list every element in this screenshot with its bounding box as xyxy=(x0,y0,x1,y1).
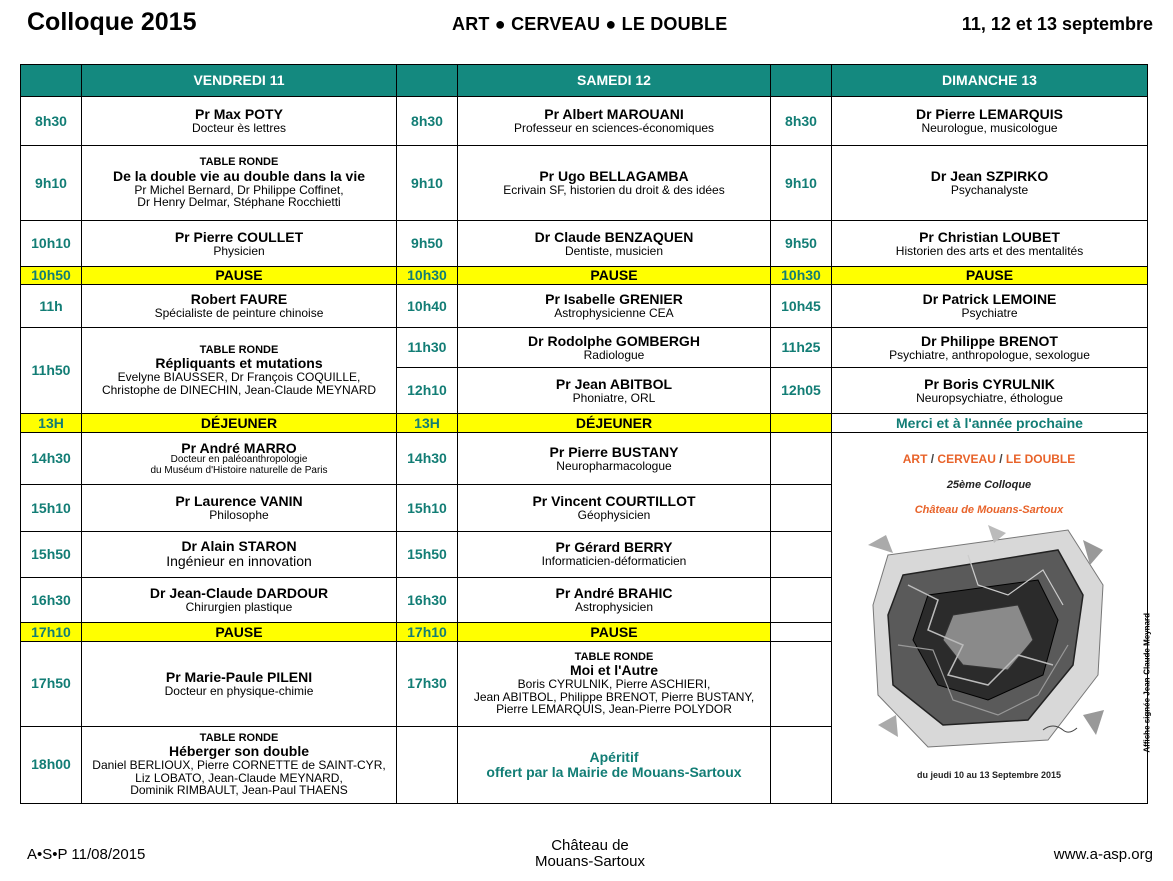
roundtable-participants: Pr Michel Bernard, Dr Philippe Coffinet, xyxy=(134,182,344,197)
poster-title-sep: / xyxy=(995,452,1006,466)
roundtable-cell xyxy=(82,328,397,414)
speaker-name: Pr André BRAHIC xyxy=(555,585,673,602)
session-cell xyxy=(458,485,771,531)
time-cell: 10h40 xyxy=(397,285,458,328)
session-cell xyxy=(82,485,397,531)
time-cell: 9h10 xyxy=(397,146,458,221)
time-cell: 9h50 xyxy=(397,221,458,267)
speaker-name: Pr Christian LOUBET xyxy=(919,228,1060,245)
roundtable-participants: Boris CYRULNIK, Pierre ASCHIERI, xyxy=(517,677,711,692)
empty-cell xyxy=(771,622,832,641)
time-cell: 17h10 xyxy=(21,622,82,641)
speaker-role: Astrophysicien xyxy=(574,599,654,614)
aperitif-title: Apéritif xyxy=(589,749,639,766)
speaker-name: Dr Jean SZPIRKO xyxy=(930,168,1049,185)
time-cell: 13H xyxy=(397,414,458,433)
speaker-role: Docteur en physique-chimie xyxy=(164,683,314,698)
speaker-name: Pr Pierre COULLET xyxy=(174,228,304,245)
day-header-friday: VENDREDI 11 xyxy=(82,65,397,97)
poster-artwork xyxy=(868,525,1108,755)
speaker-role: du Muséum d'Histoire naturelle de Paris xyxy=(150,464,328,476)
empty-cell xyxy=(771,433,832,485)
pause-label: PAUSE xyxy=(832,267,1148,285)
time-cell: 10h45 xyxy=(771,285,832,328)
time-cell: 8h30 xyxy=(771,97,832,146)
day-header-sunday: DIMANCHE 13 xyxy=(832,65,1148,97)
roundtable-cell xyxy=(82,146,397,221)
header-spacer xyxy=(21,65,82,97)
time-cell: 14h30 xyxy=(21,433,82,485)
roundtable-participants: Dr Henry Delmar, Stéphane Rocchietti xyxy=(137,195,341,210)
empty-cell xyxy=(397,726,458,803)
speaker-role: Psychanalyste xyxy=(950,183,1029,198)
header-spacer xyxy=(397,65,458,97)
time-cell: 12h05 xyxy=(771,368,832,414)
schedule-row xyxy=(21,97,1148,146)
time-cell: 11h xyxy=(21,285,82,328)
footer-center-line2: Mouans-Sartoux xyxy=(534,852,646,870)
pause-label: PAUSE xyxy=(458,622,771,641)
roundtable-cell xyxy=(458,642,771,726)
session-cell xyxy=(832,221,1148,267)
schedule-row xyxy=(21,146,1148,221)
time-cell: 17h30 xyxy=(397,642,458,726)
speaker-role: Astrophysicienne CEA xyxy=(554,306,674,321)
time-cell: 11h30 xyxy=(397,328,458,368)
speaker-role: Ecrivain SF, historien du droit & des idées xyxy=(503,183,725,198)
roundtable-participants: Liz LOBATO, Jean-Claude MEYNARD, xyxy=(135,770,343,785)
footer-center xyxy=(490,838,690,870)
empty-cell xyxy=(771,726,832,803)
schedule-row xyxy=(21,221,1148,267)
roundtable-participants: Christophe de DINECHIN, Jean-Claude MEYNARD xyxy=(101,382,377,397)
speaker-role: Docteur en paléoanthropologie xyxy=(170,454,308,466)
roundtable-title: Répliquants et mutations xyxy=(155,355,323,372)
session-cell xyxy=(832,285,1148,328)
time-cell: 15h10 xyxy=(397,485,458,531)
speaker-role: Spécialiste de peinture chinoise xyxy=(154,306,324,321)
speaker-role: Géophysicien xyxy=(577,507,651,522)
session-cell xyxy=(82,433,397,485)
speaker-role: Philosophe xyxy=(209,507,269,522)
speaker-role: Neurologue, musicologue xyxy=(921,121,1058,136)
poster-subtitle: 25ème Colloque xyxy=(946,479,1032,491)
speaker-name: Pr Boris CYRULNIK xyxy=(924,375,1055,392)
time-cell: 13H xyxy=(21,414,82,433)
footer-left: A•S•P 11/08/2015 xyxy=(27,846,146,863)
session-cell xyxy=(832,368,1148,414)
lunch-row xyxy=(21,414,1148,433)
time-cell: 10h30 xyxy=(397,267,458,285)
poster-title-double: LE DOUBLE xyxy=(1005,452,1076,466)
speaker-name: Dr Pierre LEMARQUIS xyxy=(915,106,1064,123)
time-cell: 18h00 xyxy=(21,726,82,803)
schedule-row xyxy=(21,433,1148,485)
speaker-name: Pr Jean ABITBOL xyxy=(555,375,673,392)
session-cell xyxy=(832,97,1148,146)
day-header-saturday: SAMEDI 12 xyxy=(458,65,771,97)
roundtable-label: TABLE RONDE xyxy=(199,343,279,356)
speaker-role: Historien des arts et des mentalités xyxy=(895,243,1084,258)
session-cell xyxy=(458,368,771,414)
time-cell: 10h10 xyxy=(21,221,82,267)
session-cell xyxy=(832,146,1148,221)
time-cell: 11h50 xyxy=(21,328,82,414)
session-cell xyxy=(458,328,771,368)
schedule-row xyxy=(21,285,1148,328)
roundtable-label: TABLE RONDE xyxy=(574,650,654,663)
poster-place: Château de Mouans-Sartoux xyxy=(914,504,1064,516)
roundtable-participants: Pierre LEMARQUIS, Jean-Pierre POLYDOR xyxy=(496,702,732,717)
speaker-role: Ingénieur en innovation xyxy=(166,553,312,570)
time-cell: 12h10 xyxy=(397,368,458,414)
roundtable-title: De la double vie au double dans la vie xyxy=(112,167,366,184)
roundtable-cell xyxy=(82,726,397,803)
session-cell xyxy=(458,285,771,328)
speaker-name: Dr Jean-Claude DARDOUR xyxy=(149,585,329,602)
roundtable-title: Héberger son double xyxy=(168,743,310,760)
speaker-name: Pr Marie-Paule PILENI xyxy=(165,669,313,686)
time-cell: 14h30 xyxy=(397,433,458,485)
footer-center-line1: Château de xyxy=(551,837,629,854)
session-cell xyxy=(832,328,1148,368)
time-cell: 9h50 xyxy=(771,221,832,267)
empty-cell xyxy=(771,642,832,726)
speaker-name: Pr Albert MAROUANI xyxy=(544,106,684,123)
pause-label: PAUSE xyxy=(458,267,771,285)
time-cell: 9h10 xyxy=(771,146,832,221)
speaker-role: Professeur en sciences-économiques xyxy=(513,121,715,136)
poster-dates: du jeudi 10 au 13 Septembre 2015 xyxy=(916,770,1062,780)
closing-message: Merci et à l'année prochaine xyxy=(832,414,1148,433)
speaker-name: Pr André MARRO xyxy=(181,439,297,456)
time-cell: 15h50 xyxy=(397,531,458,577)
session-cell xyxy=(82,285,397,328)
speaker-role: Informaticien-déformaticien xyxy=(541,554,687,569)
time-cell: 17h50 xyxy=(21,642,82,726)
speaker-role: Physicien xyxy=(213,243,265,258)
time-cell: 15h50 xyxy=(21,531,82,577)
empty-cell xyxy=(771,577,832,622)
roundtable-label: TABLE RONDE xyxy=(199,156,279,169)
event-poster xyxy=(832,433,1152,803)
event-dates: 11, 12 et 13 septembre xyxy=(961,14,1153,34)
session-cell xyxy=(458,221,771,267)
time-cell: 8h30 xyxy=(21,97,82,146)
speaker-role: Chirurgien plastique xyxy=(185,599,293,614)
session-cell xyxy=(82,577,397,622)
speaker-role: Psychiatre xyxy=(961,306,1018,321)
pause-label: PAUSE xyxy=(82,622,397,641)
speaker-name: Dr Claude BENZAQUEN xyxy=(534,228,694,245)
poster-cell xyxy=(832,433,1152,804)
lunch-label: DÉJEUNER xyxy=(82,414,397,433)
speaker-role: Radiologue xyxy=(583,347,645,362)
roundtable-participants: Dominik RIMBAULT, Jean-Paul THAENS xyxy=(130,783,348,798)
speaker-role: Dentiste, musicien xyxy=(564,243,664,258)
header-spacer xyxy=(771,65,832,97)
speaker-name: Dr Alain STARON xyxy=(181,538,297,555)
poster-title-art: ART xyxy=(902,452,928,466)
session-cell xyxy=(458,433,771,485)
speaker-name: Robert FAURE xyxy=(190,291,288,308)
speaker-role: Phoniatre, ORL xyxy=(572,390,656,405)
speaker-name: Pr Pierre BUSTANY xyxy=(549,444,679,460)
day-header-row xyxy=(21,65,1148,97)
footer-website-link[interactable]: www.a-asp.org xyxy=(1053,846,1153,863)
speaker-name: Pr Ugo BELLAGAMBA xyxy=(539,168,689,185)
poster-title-sep: / xyxy=(927,452,938,466)
schedule-row xyxy=(21,328,1148,368)
session-cell xyxy=(458,146,771,221)
time-cell: 17h10 xyxy=(397,622,458,641)
speaker-name: Pr Gérard BERRY xyxy=(555,539,673,556)
speaker-role: Docteur ès lettres xyxy=(191,121,287,136)
schedule-table xyxy=(20,64,1152,804)
speaker-name: Dr Patrick LEMOINE xyxy=(922,291,1057,308)
theme-title: ART ● CERVEAU ● LE DOUBLE xyxy=(452,14,728,34)
empty-cell xyxy=(771,531,832,577)
time-cell: 16h30 xyxy=(397,577,458,622)
speaker-role: Neuropsychiatre, éthologue xyxy=(916,390,1063,405)
aperitif-host: offert par la Mairie de Mouans-Sartoux xyxy=(486,763,742,780)
speaker-name: Dr Rodolphe GOMBERGH xyxy=(528,332,700,349)
session-cell xyxy=(82,97,397,146)
time-cell: 11h25 xyxy=(771,328,832,368)
page-title: Colloque 2015 xyxy=(27,8,197,36)
speaker-name: Pr Laurence VANIN xyxy=(175,493,303,510)
speaker-name: Pr Vincent COURTILLOT xyxy=(532,493,696,510)
time-cell: 10h30 xyxy=(771,267,832,285)
speaker-role: Neuropharmacologue xyxy=(556,458,672,473)
poster-signature: Affiche signée Jean-Claude Meynard xyxy=(1143,613,1152,753)
speaker-role: Psychiatre, anthropologue, sexologue xyxy=(889,347,1090,362)
session-cell xyxy=(458,97,771,146)
time-cell: 9h10 xyxy=(21,146,82,221)
aperitif-cell xyxy=(458,726,771,803)
time-cell: 15h10 xyxy=(21,485,82,531)
speaker-name: Dr Philippe BRENOT xyxy=(921,332,1058,349)
time-cell: 16h30 xyxy=(21,577,82,622)
lunch-label: DÉJEUNER xyxy=(458,414,771,433)
time-cell: 8h30 xyxy=(397,97,458,146)
session-cell xyxy=(458,577,771,622)
roundtable-label: TABLE RONDE xyxy=(199,731,279,744)
poster-title xyxy=(832,453,1146,466)
roundtable-participants: Jean ABITBOL, Philippe BRENOT, Pierre BUSTANY, xyxy=(473,689,755,704)
session-cell xyxy=(458,531,771,577)
poster-title-cerveau: CERVEAU xyxy=(937,452,996,466)
roundtable-participants: Evelyne BIAUSSER, Dr François COQUILLE, xyxy=(117,370,361,385)
session-cell xyxy=(82,531,397,577)
time-cell: 10h50 xyxy=(21,267,82,285)
session-cell xyxy=(82,642,397,726)
pause-label: PAUSE xyxy=(82,267,397,285)
speaker-name: Pr Max POTY xyxy=(195,106,283,123)
empty-cell xyxy=(771,485,832,531)
roundtable-title: Moi et l'Autre xyxy=(569,662,659,679)
session-cell xyxy=(82,221,397,267)
speaker-name: Pr Isabelle GRENIER xyxy=(545,291,683,308)
roundtable-participants: Daniel BERLIOUX, Pierre CORNETTE de SAINT-CYR, xyxy=(92,757,386,772)
empty-cell xyxy=(771,414,832,433)
pause-row xyxy=(21,267,1148,285)
